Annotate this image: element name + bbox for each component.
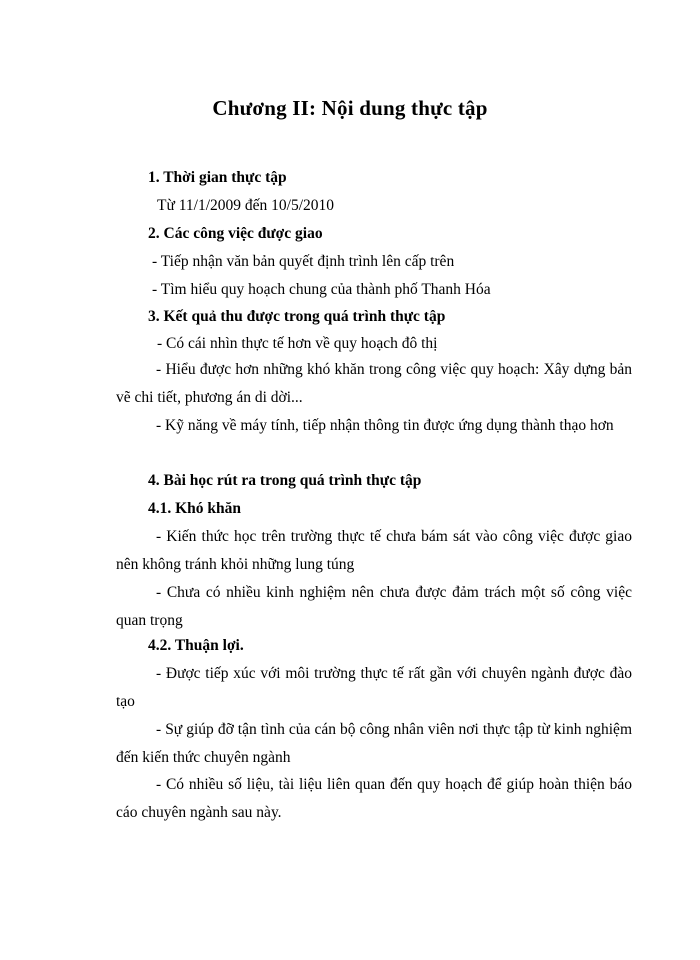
section-3-item: - Có cái nhìn thực tế hơn về quy hoạch đô thị <box>157 335 438 352</box>
section-3-heading: 3. Kết quả thu được trong quá trình thực tập <box>148 308 446 325</box>
subsection-4-2-heading: 4.2. Thuận lợi. <box>148 637 244 654</box>
section-2-heading: 2. Các công việc được giao <box>148 225 323 242</box>
section-3-item: - Hiểu được hơn những khó khăn trong công việc quy hoạch: Xây dựng bản vẽ chi tiết, phương án di dời... <box>116 361 632 406</box>
section-2-item: - Tìm hiểu quy hoạch chung của thành phố Thanh Hóa <box>152 281 491 298</box>
chapter-title: Chương II: Nội dung thực tập <box>212 96 488 120</box>
subsection-4-2-item: - Được tiếp xúc với môi trường thực tế rất gần với chuyên ngành được đào tạo <box>116 665 632 710</box>
subsection-4-1-item: - Kiến thức học trên trường thực tế chưa bám sát vào công việc được giao nên không tránh khỏi những lung túng <box>116 528 632 573</box>
subsection-4-2-item: - Có nhiều số liệu, tài liệu liên quan đến quy hoạch để giúp hoàn thiện báo cáo chuyên ngành sau này. <box>116 776 632 821</box>
section-4-heading: 4. Bài học rút ra trong quá trình thực tập <box>148 472 422 489</box>
section-1-text: Từ 11/1/2009 đến 10/5/2010 <box>157 197 335 214</box>
section-1-heading: 1. Thời gian thực tập <box>148 169 287 186</box>
subsection-4-2-item: - Sự giúp đỡ tận tình của cán bộ công nhân viên nơi thực tập từ kinh nghiệm đến kiến thức chuyên ngành <box>116 721 632 766</box>
section-2-item: - Tiếp nhận văn bản quyết định trình lên cấp trên <box>152 253 455 270</box>
subsection-4-1-item: - Chưa có nhiều kinh nghiệm nên chưa được đảm trách một số công việc quan trọng <box>116 584 632 629</box>
section-3-item: - Kỹ năng về máy tính, tiếp nhận thông tin được ứng dụng thành thạo hơn <box>156 417 614 434</box>
subsection-4-1-heading: 4.1. Khó khăn <box>148 500 242 517</box>
